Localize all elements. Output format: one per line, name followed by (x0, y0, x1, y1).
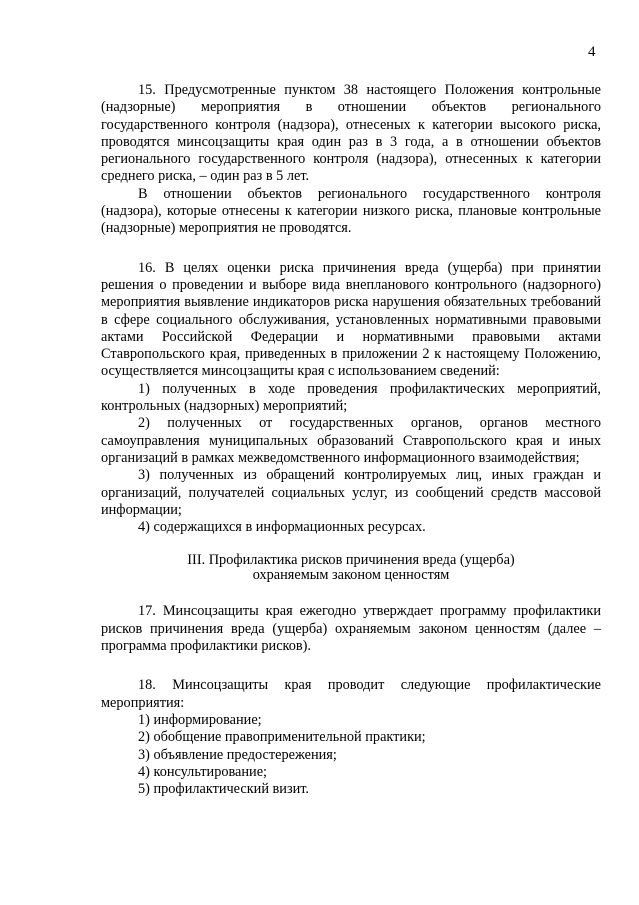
paragraph-16-item-3: 3) полученных из обращений контролируемых лиц, иных граждан и организаций, получателей социальных услуг, из сообщений средств массовой информации; (101, 467, 601, 518)
paragraph-15-low-risk: В отношении объектов регионального государственного контроля (надзора), которые отнесены к категории низкого риска, плановые контрольные (надзорные) мероприятия не проводятся. (101, 185, 601, 237)
paragraph-16-item-4: 4) содержащихся в информационных ресурсах. (138, 519, 426, 536)
paragraph-18: 18. Минсоцзащиты края проводит следующие профилактические мероприятия: (101, 677, 601, 711)
document-body (101, 82, 601, 798)
measure-item: 4) консультирование; (138, 763, 268, 780)
paragraph-16-item-1: 1) полученных в ходе проведения профилактических мероприятий, контрольных (надзорных) мероприятий; (101, 380, 601, 415)
section-heading-line-1: III. Профилактика рисков причинения вреда (ущерба) (187, 552, 515, 569)
measure-item: 1) информирование; (138, 711, 262, 728)
measure-item: 5) профилактический визит. (138, 781, 309, 798)
paragraph-16-item-2: 2) полученных от государственных органов, органов местного самоуправления муниципальных образований Ставропольского края и иных организаций в рамках межведомственного информационного взаимодействия; (101, 415, 601, 466)
paragraph-17: 17. Минсоцзащиты края ежегодно утверждает программу профилактики рисков причинения вреда (ущерба) охраняемым законом ценностям (далее – программа профилактики рисков). (101, 603, 601, 655)
paragraph-15: 15. Предусмотренные пунктом 38 настоящего Положения контрольные (надзорные) мероприятия в отношении объектов регионального государственного контроля (надзора), отнесеных к категории высокого риска, проводятся минсоцзащиты края один раз в 3 года, а в отношении объектов регионального государственного контроля (надзора), отнесенных к категории среднего риска, – один раз в 5 лет. (101, 82, 601, 185)
paragraph-16: 16. В целях оценки риска причинения вреда (ущерба) при принятии решения о проведении и выборе вида внепланового контрольного (надзорного) мероприятия выявление индикаторов риска нарушения обязательных требований в сфере социального обслуживания, установленных нормативными правовыми актами Российской Федерации и нормативными правовыми актами Ставропольского края, приведенных в приложении 2 к настоящему Положению, осуществляется минсоцзащиты края с использованием сведений: (101, 259, 601, 380)
section-heading (101, 553, 601, 583)
page-number: 4 (588, 44, 596, 60)
measure-item: 2) обобщение правоприменительной практики; (138, 729, 426, 746)
measures-list (101, 712, 601, 798)
section-heading-line-2: охраняемым законом ценностям (252, 567, 450, 584)
measure-item: 3) объявление предостережения; (138, 746, 337, 763)
